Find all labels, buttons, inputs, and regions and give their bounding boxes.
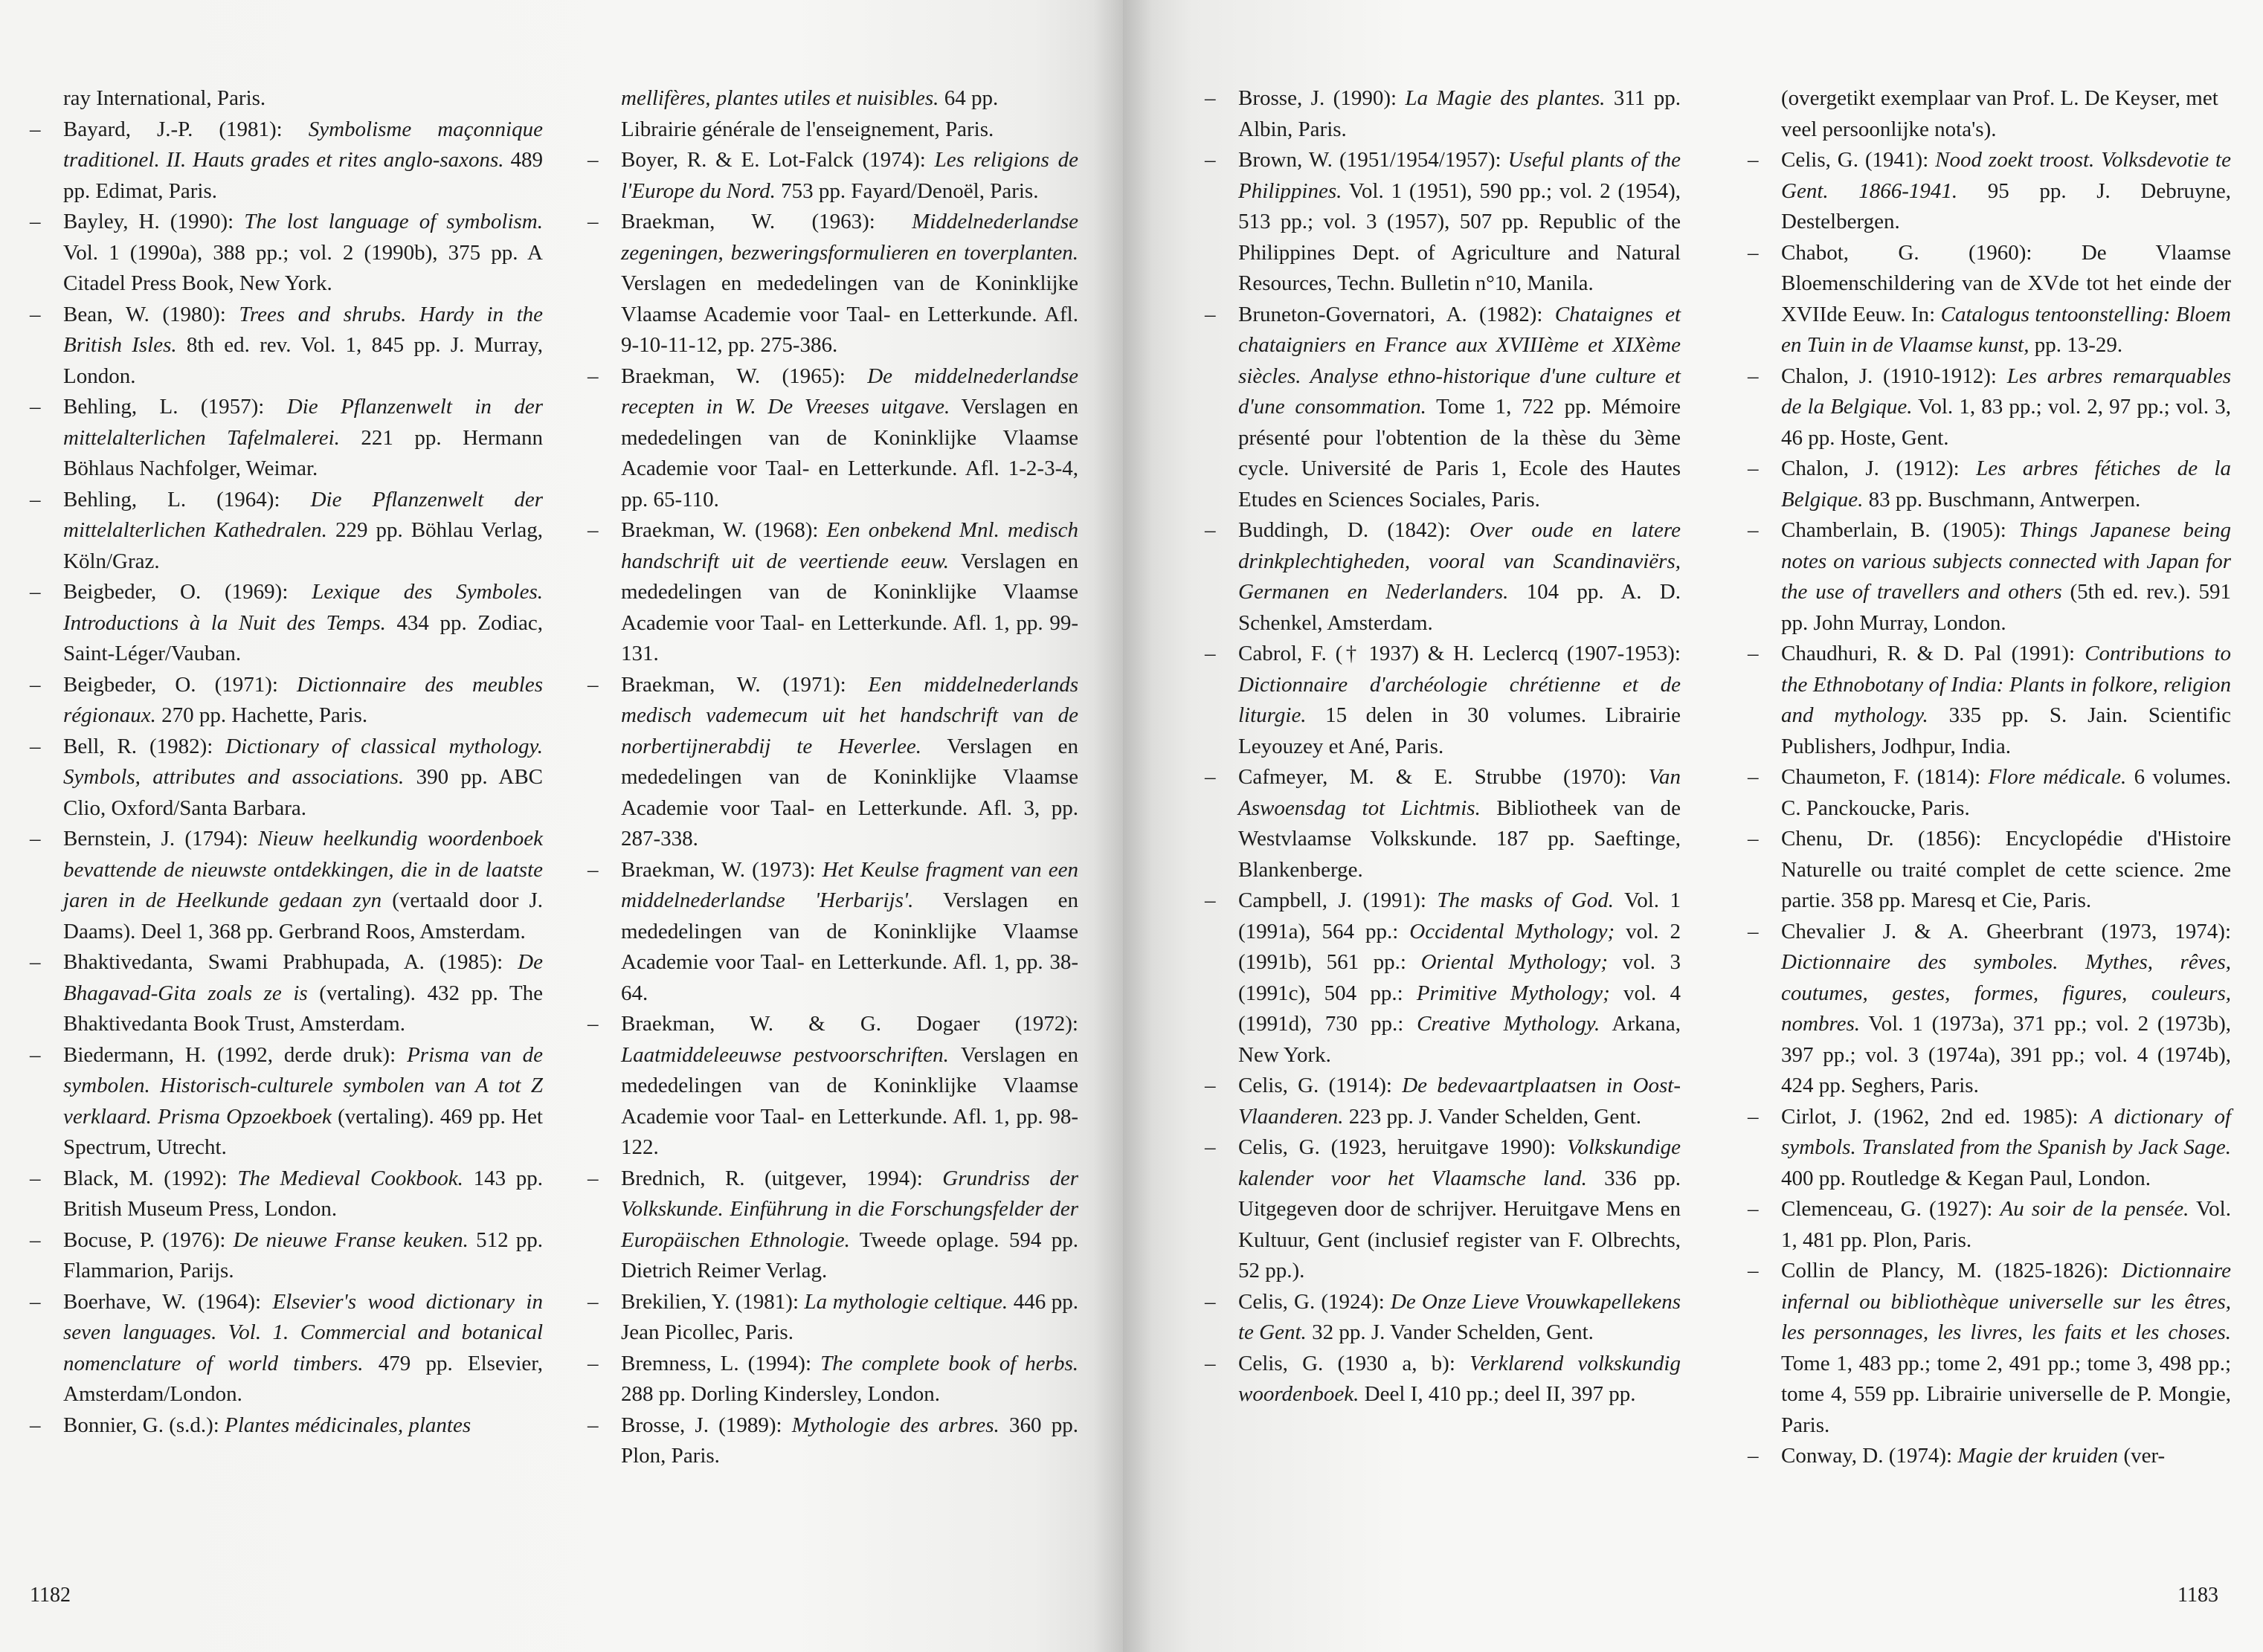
list-dash: – <box>588 857 599 882</box>
list-dash: – <box>30 302 41 326</box>
bibliography-entry <box>588 855 1078 1010</box>
entry-title: Die Pflanzenwelt der mittelalterlichen Kathedralen. <box>63 487 543 542</box>
list-dash: – <box>1205 86 1216 110</box>
entry-title: Creative Mythology. <box>1417 1012 1600 1036</box>
entry-text: Verslagen en mededelingen van de Koninklijke Vlaamse Academie voor Taal- en Letterkunde. Afl. 3, pp. 287-338. <box>621 734 1078 851</box>
list-dash: – <box>1748 1444 1759 1468</box>
entry-title: Magie der kruiden <box>1957 1444 2119 1468</box>
entry-text: 390 pp. ABC Clio, Oxford/Santa Barbara. <box>63 765 544 820</box>
entry-text: Bocuse, P. (1976): <box>63 1227 234 1252</box>
bibliography-entry <box>30 670 543 732</box>
bibliography-entry <box>30 1040 543 1164</box>
bibliography-entry <box>30 1164 543 1225</box>
entry-text: vol. 2 (1991b), 561 pp.: <box>1238 919 1681 974</box>
bibliography-entry <box>1205 300 1681 516</box>
entry-text: 753 pp. Fayard/Denoël, Paris. <box>775 178 1039 203</box>
bibliography-entry <box>588 1009 1078 1164</box>
entry-text: Vol. 1, 83 pp.; vol. 2, 97 pp.; vol. 3, 46 pp. Hoste, Gent. <box>1781 395 2231 450</box>
entry-title: Symbolisme maçonnique traditionel. II. Hauts grades et rites anglo-saxons. <box>63 117 543 172</box>
bibliography-entry <box>1748 639 2231 762</box>
entry-text: Bibliotheek van de Westvlaamse Volkskunde. 187 pp. Saeftinge, Blankenberge. <box>1238 796 1681 882</box>
entry-text: Celis, G. (1941): <box>1781 148 1936 172</box>
entry-title: De Bhagavad-Gita zoals ze is <box>63 950 543 1005</box>
entry-text: Beigbeder, O. (1969): <box>63 580 312 604</box>
entry-text: 15 delen in 30 volumes. Librairie Leyouzey et Ané, Paris. <box>1238 703 1681 758</box>
entry-text: Bernstein, J. (1794): <box>63 827 259 851</box>
entry-text: 223 pp. J. Vander Schelden, Gent. <box>1343 1104 1642 1129</box>
list-dash: – <box>1748 148 1759 172</box>
entry-text: 32 pp. J. Vander Schelden, Gent. <box>1306 1320 1594 1344</box>
list-dash: – <box>588 1351 599 1375</box>
entry-text: (5th ed. rev.). 591 pp. John Murray, London. <box>1781 580 2231 635</box>
entry-title: mellifères, plantes utiles et nuisibles. <box>621 86 939 110</box>
entry-title: La mythologie celtique. <box>804 1289 1008 1314</box>
entry-text: 512 pp. Flammarion, Parijs. <box>63 1227 543 1282</box>
list-dash: – <box>588 1012 599 1036</box>
entry-title: Een onbekend Mnl. medisch handschrift uit de veertiende eeuw. <box>621 518 1078 573</box>
list-dash: – <box>588 518 599 542</box>
bibliography-entry <box>1748 1102 2231 1195</box>
list-dash: – <box>1748 642 1759 665</box>
entry-text: Chamberlain, B. (1905): <box>1781 518 2019 542</box>
entry-title: Die Pflanzenwelt in der mittelalterlichen Tafelmalerei. <box>63 395 544 450</box>
entry-text: Vol. 1, 481 pp. Plon, Paris. <box>1781 1197 2231 1252</box>
list-dash: – <box>588 148 599 172</box>
list-dash: – <box>1205 1289 1216 1314</box>
entry-text: Bremness, L. (1994): <box>621 1351 821 1375</box>
entry-text: Campbell, J. (1991): <box>1238 888 1438 912</box>
entry-text: Braekman, W. (1963): <box>621 210 912 233</box>
entry-text: Celis, G. (1914): <box>1238 1074 1403 1097</box>
entry-text: Celis, G. (1930 a, b): <box>1238 1351 1470 1375</box>
entry-text: 335 pp. S. Jain. Scientific Publishers, Jodhpur, India. <box>1781 703 2231 758</box>
list-dash: – <box>1748 364 1759 388</box>
bibliography-entry <box>1748 1441 2231 1472</box>
bibliography-entry <box>588 1410 1078 1472</box>
list-dash: – <box>1748 240 1759 265</box>
bibliography-entry <box>1748 361 2231 454</box>
entry-text: Biedermann, H. (1992, derde druk): <box>63 1042 408 1067</box>
entry-title: De Onze Lieve Vrouwkapellekens te Gent. <box>1238 1289 1681 1344</box>
list-dash: – <box>30 672 41 697</box>
entry-text: (ver- <box>2118 1444 2166 1468</box>
list-dash: – <box>30 580 41 604</box>
list-dash: – <box>30 395 41 419</box>
entry-title: Catalogus tentoonstelling: Bloem en Tuin in de Vlaamse kunst, <box>1781 302 2231 357</box>
entry-text: 143 pp. British Museum Press, London. <box>63 1166 543 1221</box>
list-dash: – <box>30 117 41 141</box>
entry-text: Cirlot, J. (1962, 2nd ed. 1985): <box>1781 1104 2090 1129</box>
entry-text: 400 pp. Routledge & Kegan Paul, London. <box>1781 1166 2151 1190</box>
entry-text: Vol. 1 (1991a), 564 pp.: <box>1238 888 1681 943</box>
list-dash: – <box>30 1227 41 1252</box>
entry-text: vol. 4 (1991d), 730 pp.: <box>1238 981 1681 1036</box>
entry-continuation <box>1748 83 2231 145</box>
bibliography-entry <box>1205 1287 1681 1349</box>
bibliography-entry <box>1205 885 1681 1071</box>
bibliography-entry <box>30 392 543 485</box>
entry-text: 360 pp. Plon, Paris. <box>621 1413 1078 1468</box>
entry-title: The masks of God. <box>1437 888 1615 912</box>
entry-title: Dictionnaire d'archéologie chrétienne et de liturgie. <box>1238 672 1681 727</box>
list-dash: – <box>588 672 599 697</box>
entry-text: Vol. 1 (1951), 590 pp.; vol. 2 (1954), 513 pp.; vol. 3 (1957), 507 pp. Republic of the Philippines Dept. of Agriculture and Natural Resources, Techn. Bulletin n°10, Manila. <box>1238 178 1681 295</box>
entry-text: 221 pp. Hermann Böhlaus Nachfolger, Weimar. <box>63 425 543 480</box>
entry-title: Oriental Mythology; <box>1420 950 1609 974</box>
entry-title: Trees and shrubs. Hardy in the British Isles. <box>63 302 543 357</box>
entry-title: Dictionnaire des meubles régionaux. <box>63 672 544 727</box>
bibliography-entry <box>30 947 543 1040</box>
entry-title: Occidental Mythology; <box>1409 919 1615 943</box>
list-dash: – <box>1748 1197 1759 1221</box>
entry-title: Prisma van de symbolen. Historisch-culturele symbolen van A tot Z verklaard. Prisma Opzoekboek <box>63 1042 543 1129</box>
entry-text: 6 volumes. C. Panckoucke, Paris. <box>1781 765 2231 820</box>
entry-title: De bedevaartplaatsen in Oost-Vlaanderen. <box>1238 1074 1681 1129</box>
entry-title: Verklarend volkskundig woordenboek. <box>1238 1351 1681 1406</box>
bibliography-entry <box>1205 1132 1681 1287</box>
entry-text: Buddingh, D. (1842): <box>1238 518 1469 542</box>
entry-title: Laatmiddeleeuwse pestvoorschriften. <box>621 1042 949 1067</box>
entry-title: Les arbres remarquables de la Belgique. <box>1781 364 2231 419</box>
entry-text: 104 pp. A. D. Schenkel, Amsterdam. <box>1238 580 1681 635</box>
entry-text: Verslagen en mededelingen van de Koninklijke Vlaamse Academie voor Taal- en Letterkunde. Afl. 1, pp. 98-122. <box>621 1042 1078 1159</box>
list-dash: – <box>588 210 599 233</box>
list-dash: – <box>30 1166 41 1190</box>
entry-text: Cafmeyer, M. & E. Strubbe (1970): <box>1238 765 1649 789</box>
entry-text: 288 pp. Dorling Kindersley, London. <box>621 1382 941 1406</box>
entry-title: Contributions to the Ethnobotany of India: Plants in folkore, religion and mythology. <box>1781 642 2232 727</box>
entry-text: (vertaling). 469 pp. Het Spectrum, Utrecht. <box>63 1104 543 1159</box>
entry-text: Conway, D. (1974): <box>1781 1444 1958 1468</box>
entry-text: pp. 13-29. <box>2029 333 2123 357</box>
entry-text: Brednich, R. (uitgever, 1994): <box>621 1166 943 1190</box>
entry-text: Boyer, R. & E. Lot-Falck (1974): <box>621 148 935 172</box>
bibliography-entry <box>30 824 543 947</box>
entry-title: Dictionary of classical mythology. Symbols, attributes and associations. <box>63 734 543 789</box>
entry-title: De nieuwe Franse keuken. <box>233 1227 469 1252</box>
list-dash: – <box>1205 1351 1216 1375</box>
list-dash: – <box>30 210 41 233</box>
entry-title: The Medieval Cookbook. <box>237 1166 463 1190</box>
list-dash: – <box>30 827 41 851</box>
list-dash: – <box>30 1413 41 1437</box>
entry-text: 270 pp. Hachette, Paris. <box>155 703 368 727</box>
entry-text: Chevalier J. & A. Gheerbrant (1973, 1974): <box>1781 919 2231 943</box>
entry-text: Chaudhuri, R. & D. Pal (1991): <box>1781 642 2085 665</box>
list-dash: – <box>1205 518 1216 542</box>
entry-text: Arkana, New York. <box>1238 1012 1681 1067</box>
entry-title: Een middelnederlands medisch vademecum uit het handschrift van de norbertijnerabdij te Heverlee. <box>621 672 1078 758</box>
list-dash: – <box>1205 888 1216 912</box>
page-number-right: 1183 <box>2177 1584 2218 1607</box>
entry-text: Braekman, W. (1968): <box>621 518 827 542</box>
entry-title: Au soir de la pensée. <box>2000 1197 2189 1221</box>
entry-text: Tome 1, 483 pp.; tome 2, 491 pp.; tome 3, 498 pp.; tome 4, 559 pp. Librairie universelle de P. Mongie, Paris. <box>1781 1351 2231 1437</box>
bibliography-entry <box>30 732 543 825</box>
right-page <box>1123 0 2263 1652</box>
entry-text: Chabot, G. (1960): De Vlaamse Bloemenschildering van de XVde tot het einde der XVIIde Eeuw. In: <box>1781 240 2231 326</box>
entry-text: 83 pp. Buschmann, Antwerpen. <box>1863 487 2141 512</box>
list-dash: – <box>30 734 41 758</box>
bibliography-entry <box>588 1287 1078 1349</box>
entry-text: Brekilien, Y. (1981): <box>621 1289 805 1314</box>
entry-text: Clemenceau, G. (1927): <box>1781 1197 2000 1221</box>
bibliography-entry <box>1748 1194 2231 1256</box>
list-dash: – <box>30 487 41 512</box>
entry-text: (overgetikt exemplaar van Prof. L. De Keyser, met veel persoonlijke nota's). <box>1781 86 2218 141</box>
entry-text: (vertaald door J. Daams). Deel 1, 368 pp. Gerbrand Roos, Amsterdam. <box>63 888 543 943</box>
entry-text: Bell, R. (1982): <box>63 734 226 758</box>
entry-title: De middelnederlandse recepten in W. De Vreeses uitgave. <box>621 364 1078 419</box>
entry-text: 489 pp. Edimat, Paris. <box>63 148 543 203</box>
entry-text: 229 pp. Böhlau Verlag, Köln/Graz. <box>63 518 543 573</box>
right-page-column-2 <box>1748 83 2231 1472</box>
bibliography-entry <box>1205 145 1681 300</box>
left-page <box>0 0 1123 1652</box>
bibliography-entry <box>1205 83 1681 145</box>
entry-text: Bruneton-Governatori, A. (1982): <box>1238 302 1555 326</box>
entry-title: Van Aswoensdag tot Lichtmis. <box>1238 765 1681 820</box>
bibliography-entry <box>30 485 543 578</box>
bibliography-entry <box>588 515 1078 670</box>
bibliography-entry <box>1748 824 2231 917</box>
entry-title: Primitive Mythology; <box>1416 981 1610 1005</box>
entry-text: Braekman, W. (1965): <box>621 364 868 388</box>
entry-text: Brosse, J. (1989): <box>621 1413 792 1437</box>
bibliography-entry <box>30 114 543 207</box>
entry-title: Mythologie des arbres. <box>791 1413 999 1437</box>
entry-text: Braekman, W. (1971): <box>621 672 869 697</box>
entry-text: 446 pp. Jean Picollec, Paris. <box>621 1289 1078 1344</box>
bibliography-entry <box>588 145 1078 207</box>
entry-text: Celis, G. (1923, heruitgave 1990): <box>1238 1135 1567 1159</box>
entry-text: Deel I, 410 pp.; deel II, 397 pp. <box>1359 1382 1636 1406</box>
bibliography-entry <box>1205 762 1681 885</box>
list-dash: – <box>1205 642 1216 665</box>
entry-title: The complete book of herbs. <box>820 1351 1078 1375</box>
entry-text: Beigbeder, O. (1971): <box>63 672 297 697</box>
entry-text: Behling, L. (1957): <box>63 395 287 419</box>
entry-text: 434 pp. Zodiac, Saint-Léger/Vauban. <box>63 610 544 665</box>
entry-title: Grundriss der Volkskunde. Einführung in die Forschungsfelder der Europäischen Ethnologie. <box>621 1166 1078 1252</box>
entry-text: Verslagen en mededelingen van de Koninklijke Vlaamse Academie voor Taal- en Letterkunde. Afl. 1, pp. 38-64. <box>621 888 1078 1005</box>
bibliography-entry <box>1748 917 2231 1102</box>
entry-title: Dictionnaire des symboles. Mythes, rêves, coutumes, gestes, formes, figures, couleurs, nombres. <box>1781 950 2231 1036</box>
entry-text: Cabrol, F. († 1937) & H. Leclercq (1907-1953): <box>1238 642 1681 665</box>
bibliography-entry <box>1205 639 1681 762</box>
entry-title: Useful plants of the Philippines. <box>1238 148 1681 203</box>
entry-title: Dictionnaire infernal ou bibliothèque universelle sur les êtres, les personnages, les livres, les faits et les choses. <box>1781 1259 2231 1344</box>
entry-text: Brown, W. (1951/1954/1957): <box>1238 148 1508 172</box>
entry-text: Bayard, J.-P. (1981): <box>63 117 309 141</box>
entry-text: Braekman, W. & G. Dogaer (1972): <box>621 1012 1078 1036</box>
list-dash: – <box>1205 1135 1216 1159</box>
list-dash: – <box>588 364 599 388</box>
entry-text: Bonnier, G. (s.d.): <box>63 1413 225 1437</box>
bibliography-entry <box>1205 515 1681 639</box>
list-dash: – <box>588 1413 599 1437</box>
entry-title: Over oude en latere drinkplechtigheden, vooral van Scandinaviërs, Germanen en Nederlanders. <box>1238 518 1681 604</box>
list-dash: – <box>1748 827 1759 851</box>
entry-text: Vol. 1 (1990a), 388 pp.; vol. 2 (1990b), 375 pp. A Citadel Press Book, New York. <box>63 240 543 295</box>
bibliography-entry <box>1205 1349 1681 1410</box>
entry-text: Boerhave, W. (1964): <box>63 1289 273 1314</box>
entry-text: Black, M. (1992): <box>63 1166 238 1190</box>
entry-title: Flore médicale. <box>1988 765 2127 789</box>
entry-text: Brosse, J. (1990): <box>1238 86 1406 110</box>
list-dash: – <box>30 1042 41 1067</box>
entry-text: Bhaktivedanta, Swami Prabhupada, A. (1985): <box>63 950 518 974</box>
entry-text: (vertaling). 432 pp. The Bhaktivedanta Book Trust, Amsterdam. <box>63 981 543 1036</box>
bibliography-entry <box>1748 515 2231 639</box>
entry-title: Les religions de l'Europe du Nord. <box>621 148 1078 203</box>
list-dash: – <box>1205 302 1216 326</box>
entry-text: Tweede oplage. 594 pp. Dietrich Reimer Verlag. <box>621 1227 1078 1282</box>
entry-title: Lexique des Symboles. Introductions à la Nuit des Temps. <box>63 580 543 635</box>
entry-text: 95 pp. J. Debruyne, Destelbergen. <box>1781 178 2231 233</box>
bibliography-entry <box>30 577 543 670</box>
entry-text: Verslagen en mededelingen van de Koninklijke Vlaamse Academie voor Taal- en Letterkunde. Afl. 1-2-3-4, pp. 65-110. <box>621 395 1078 512</box>
list-dash: – <box>30 950 41 974</box>
list-dash: – <box>588 1166 599 1190</box>
entry-text: Bean, W. (1980): <box>63 302 239 326</box>
list-dash: – <box>1748 1104 1759 1129</box>
entry-text: 64 pp. Librairie générale de l'enseignement, Paris. <box>621 86 999 141</box>
list-dash: – <box>1748 765 1759 789</box>
entry-text: 479 pp. Elsevier, Amsterdam/London. <box>63 1351 544 1406</box>
entry-text: Collin de Plancy, M. (1825-1826): <box>1781 1259 2122 1282</box>
bibliography-entry <box>1748 1256 2231 1441</box>
bibliography-entry <box>588 1164 1078 1287</box>
entry-text: 8th ed. rev. Vol. 1, 845 pp. J. Murray, London. <box>63 333 543 388</box>
bibliography-entry <box>1748 762 2231 824</box>
bibliography-entry <box>30 1287 543 1410</box>
entry-title: La Magie des plantes. <box>1405 86 1606 110</box>
bibliography-entry <box>30 1225 543 1287</box>
list-dash: – <box>30 1289 41 1314</box>
bibliography-entry <box>1748 454 2231 515</box>
entry-text: vol. 3 (1991c), 504 pp.: <box>1238 950 1681 1005</box>
bibliography-entry <box>30 300 543 393</box>
entry-text: 336 pp. Uitgegeven door de schrijver. Heruitgave Mens en Kultuur, Gent (inclusief register van F. Olbrechts, 52 pp.). <box>1238 1166 1681 1282</box>
bibliography-entry <box>588 1349 1078 1410</box>
entry-text: Chalon, J. (1910-1912): <box>1781 364 2007 388</box>
entry-title: A dictionary of symbols. Translated from the Spanish by Jack Sage. <box>1781 1104 2232 1159</box>
entry-continuation <box>30 83 543 114</box>
bibliography-entry <box>30 207 543 300</box>
list-dash: – <box>1748 518 1759 542</box>
entry-text: Braekman, W. (1973): <box>621 857 823 882</box>
list-dash: – <box>1748 1259 1759 1282</box>
bibliography-entry <box>1748 145 2231 238</box>
bibliography-entry <box>1748 238 2231 361</box>
entry-text: Chaumeton, F. (1814): <box>1781 765 1989 789</box>
entry-title: Het Keulse fragment van een middelnederlandse 'Herbarijs'. <box>621 857 1078 912</box>
entry-text: Bayley, H. (1990): <box>63 210 245 233</box>
entry-text: 311 pp. Albin, Paris. <box>1238 86 1681 141</box>
entry-title: Chataignes et chataigniers en France aux XVIIIème et XIXème siècles. Analyse ethno-historique d'une culture et d'une consommation. <box>1238 302 1681 419</box>
right-page-column-1 <box>1205 83 1681 1410</box>
entry-title: Plantes médicinales, plantes <box>225 1413 471 1437</box>
entry-text: Celis, G. (1924): <box>1238 1289 1391 1314</box>
bibliography-entry <box>588 670 1078 855</box>
entry-title: Les arbres fétiches de la Belgique. <box>1781 456 2231 512</box>
list-dash: – <box>1748 919 1759 943</box>
bibliography-entry <box>30 1410 543 1442</box>
list-dash: – <box>1205 765 1216 789</box>
entry-text: Chalon, J. (1912): <box>1781 456 1977 480</box>
left-page-column-2 <box>588 83 1078 1472</box>
list-dash: – <box>1205 1074 1216 1097</box>
entry-text: ray International, Paris. <box>63 86 266 110</box>
bibliography-entry <box>588 207 1078 361</box>
entry-title: Elsevier's wood dictionary in seven languages. Vol. 1. Commercial and botanical nomenclature of world timbers. <box>63 1289 543 1375</box>
entry-title: Nieuw heelkundig woordenboek bevattende de nieuwste ontdekkingen, die in de laatste jaren in de Heelkunde gedaan zyn <box>63 827 543 912</box>
bibliography-entry <box>588 361 1078 516</box>
entry-continuation <box>588 83 1078 145</box>
left-page-column-1 <box>30 83 543 1441</box>
bibliography-entry <box>1205 1071 1681 1132</box>
entry-text: Verslagen en mededelingen van de Koninklijke Vlaamse Academie voor Taal- en Letterkunde. Afl. 1, pp. 99-131. <box>621 549 1078 665</box>
entry-title: Nood zoekt troost. Volksdevotie te Gent. 1866-1941. <box>1781 148 2231 203</box>
entry-text: Behling, L. (1964): <box>63 487 311 512</box>
entry-title: The lost language of symbolism. <box>244 210 543 233</box>
list-dash: – <box>1205 148 1216 172</box>
list-dash: – <box>1748 456 1759 480</box>
entry-title: Middelnederlandse zegeningen, bezweringsformulieren en toverplanten. <box>621 210 1078 265</box>
entry-title: Volkskundige kalender voor het Vlaamsche land. <box>1238 1135 1681 1190</box>
entry-text: Verslagen en mededelingen van de Koninklijke Vlaamse Academie voor Taal- en Letterkunde. Afl. 9-10-11-12, pp. 275-386. <box>621 271 1078 357</box>
entry-title: Things Japanese being notes on various subjects connected with Japan for the use of travellers and others <box>1781 518 2231 604</box>
page-number-left: 1182 <box>30 1584 71 1607</box>
entry-text: Tome 1, 722 pp. Mémoire présenté pour l'obtention de la thèse du 3ème cycle. Université de Paris 1, Ecole des Hautes Etudes en Sciences Sociales, Paris. <box>1238 395 1681 512</box>
entry-text: Vol. 1 (1973a), 371 pp.; vol. 2 (1973b), 397 pp.; vol. 3 (1974a), 391 pp.; vol. 4 (1974b), 424 pp. Seghers, Paris. <box>1781 1012 2231 1097</box>
entry-text: Chenu, Dr. (1856): Encyclopédie d'Histoire Naturelle ou traité complet de cette science. 2me partie. 358 pp. Maresq et Cie, Paris. <box>1781 827 2231 912</box>
list-dash: – <box>588 1289 599 1314</box>
